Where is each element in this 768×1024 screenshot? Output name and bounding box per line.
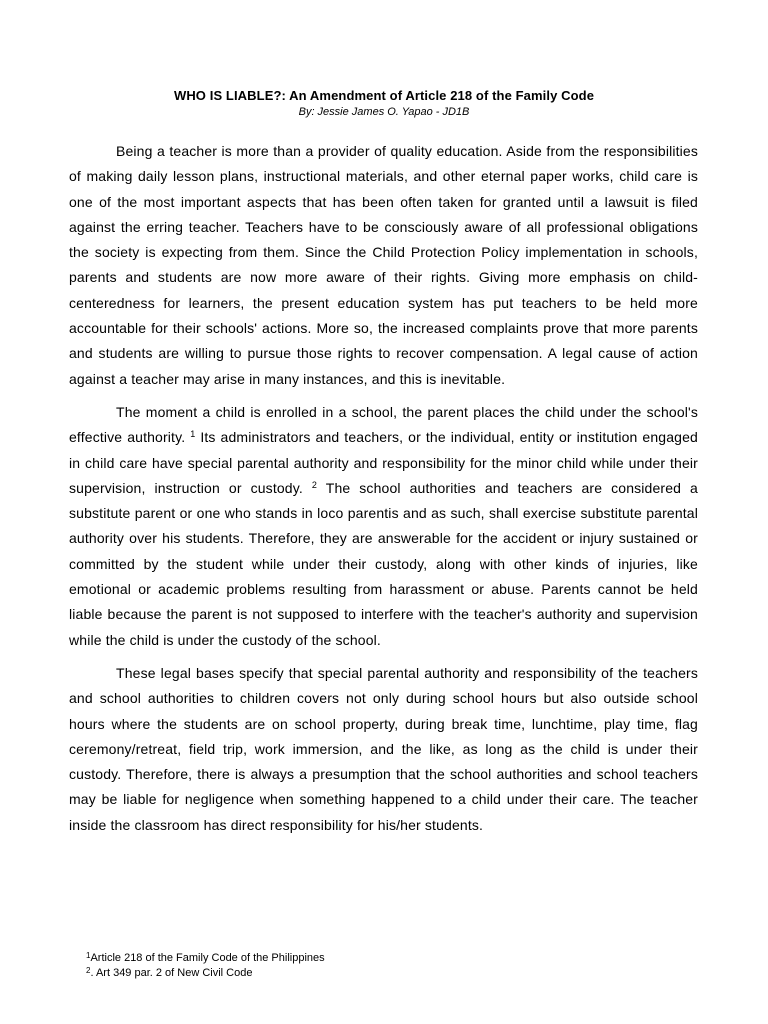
footnote-2: [86, 966, 686, 981]
footnote-text: . Art 349 par. 2 of New Civil Code: [90, 967, 253, 979]
footnote-ref-2: 2: [311, 479, 318, 490]
paragraph-1: Being a teacher is more than a provider of quality education. Aside from the responsibilities of making daily lesson plans, instructional materials, and other eternal paper works, child care is one of the most important aspects that has been often taken for granted until a lawsuit is filed against the erring teacher. Teachers have to be consciously aware of all professional obligations the society is expecting from them. Since the Child Protection Policy implementation in schools, parents and students are now more aware of their rights. Giving more emphasis on child-centeredness for learners, the present education system has put teachers to be held more accountable for their schools' actions. More so, the increased complaints prove that more parents and students are willing to pursue those rights to recover compensation. A legal cause of action against a teacher may arise in many instances, and this is inevitable.: [69, 143, 698, 387]
paragraph-2-text: The moment a child is enrolled in a school, the parent places the child under the school's effective authority.: [69, 403, 698, 446]
paragraph-2-text: The school authorities and teachers are considered a substitute parent or one who stands in loco parentis and as such, shall exercise substitute parental authority over his students. Therefore, they are answerable for the accident or injury sustained or committed by the student while under their custody, along with other kinds of injuries, like emotional or academic problems resulting from harassment or abuse. Parents cannot be held liable because the parent is not supposed to interfere with the teacher's authority and supervision while the child is under the custody of the school.: [69, 479, 698, 648]
footnote-1: [86, 951, 686, 966]
document-body: [69, 139, 698, 846]
author-byline: By: Jessie James O. Yapao - JD1B: [298, 106, 470, 118]
footnote-marker: 1: [86, 951, 91, 960]
paragraph-3: These legal bases specify that special parental authority and responsibility of the teachers and school authorities to children covers not only during school hours but also outside school hours where the students are on school property, during break time, lunchtime, play time, flag ceremony/retreat, field trip, work immersion, and the like, as long as the child is under their custody. Therefore, there is always a presumption that the school authorities and school teachers may be liable for negligence when something happened to a child under their care. The teacher inside the classroom has direct responsibility for his/her students.: [69, 664, 698, 833]
document-title: WHO IS LIABLE?: An Amendment of Article 218 of the Family Code: [173, 88, 595, 103]
footnote-text: Article 218 of the Family Code of the Philippines: [90, 952, 325, 964]
footnote-marker: 2: [86, 966, 91, 975]
footnotes: [86, 951, 686, 981]
paragraph-2-text: Its administrators and teachers, or the individual, entity or institution engaged in child care have special parental authority and responsibility for the minor child while under their supervision, instruction or custody.: [69, 429, 698, 496]
paragraph-2: [69, 400, 698, 653]
footnote-ref-1: 1: [190, 429, 196, 440]
